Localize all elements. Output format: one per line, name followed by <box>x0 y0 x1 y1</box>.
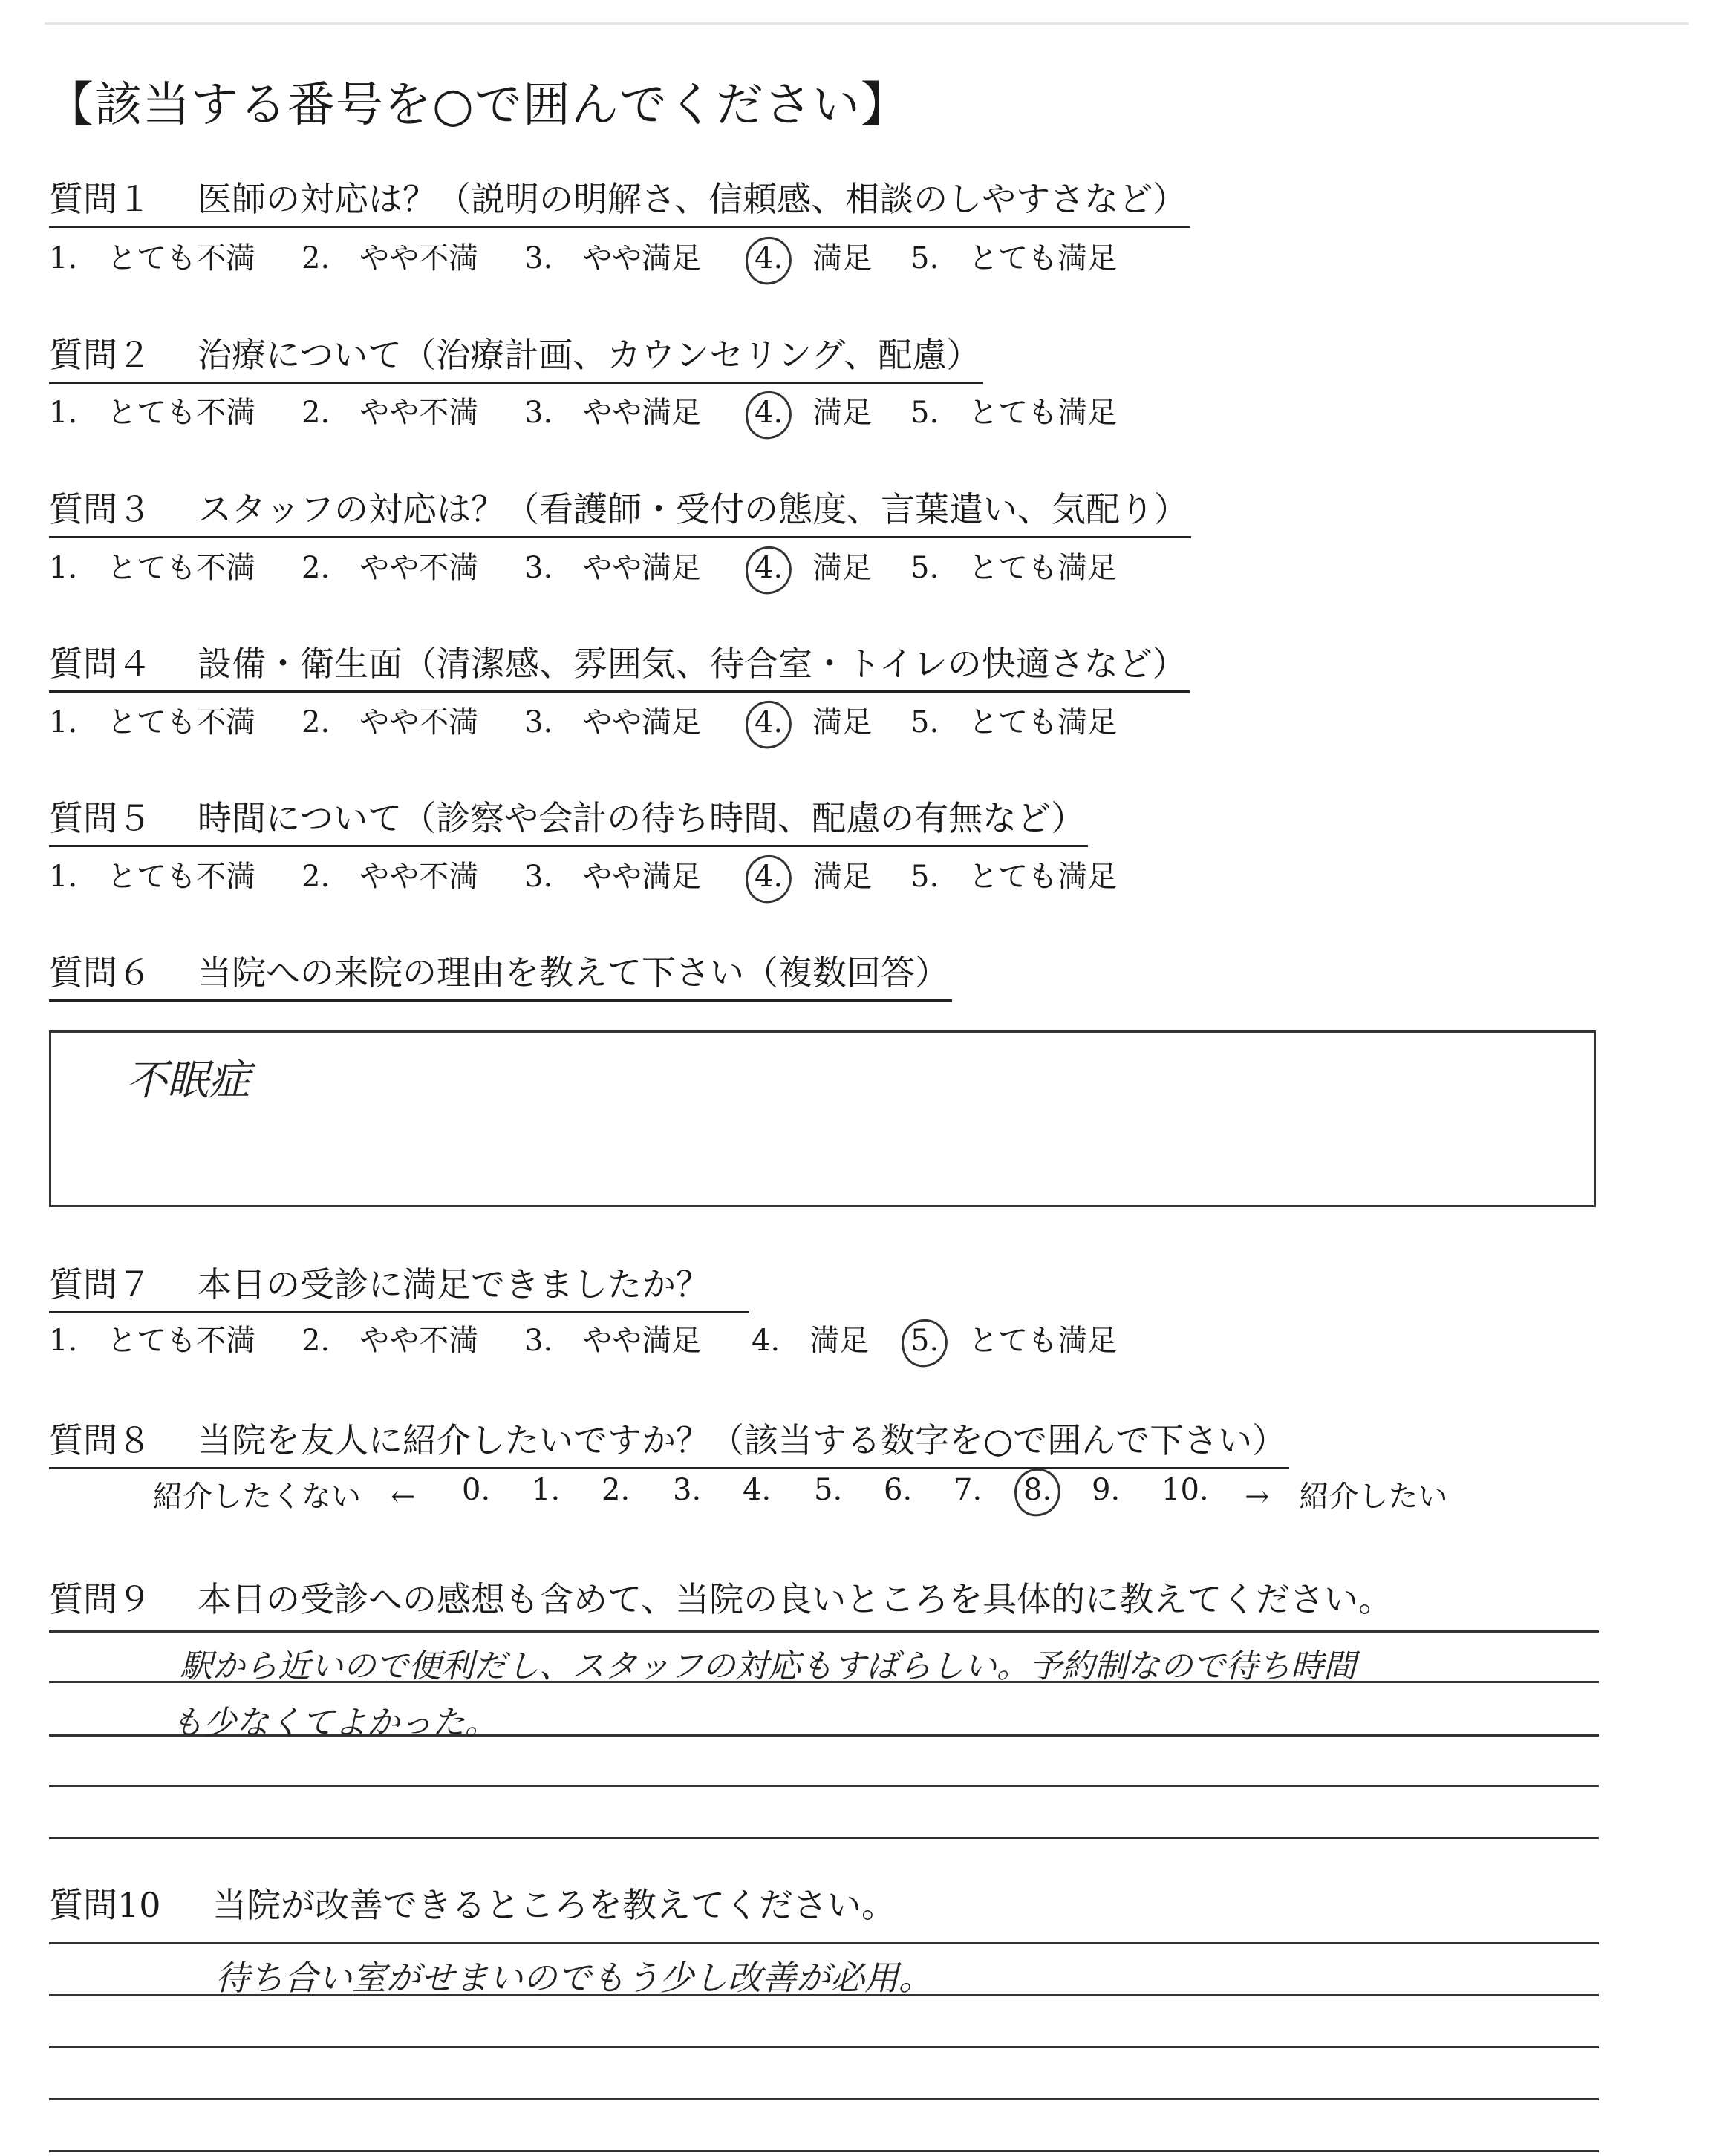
option-5[interactable]: 5. とても満足 <box>910 705 1118 739</box>
option-5[interactable]: 5. とても満足 <box>910 551 1118 585</box>
option-3[interactable]: 3. やや満足 <box>524 396 702 430</box>
answer-line <box>49 1837 1599 1839</box>
question-title: 本日の受診に満足できましたか？ <box>198 1264 710 1304</box>
scale-value[interactable]: 1. <box>532 1473 561 1507</box>
scale-value[interactable]: 3. <box>673 1473 702 1507</box>
scale-value[interactable]: 9. <box>1092 1473 1121 1507</box>
answer-line <box>49 1630 1599 1633</box>
option-3[interactable]: 3. やや満足 <box>524 1324 702 1358</box>
option-1[interactable]: 1. とても不満 <box>49 705 256 739</box>
question-4 <box>49 637 1190 695</box>
scale-value[interactable]: 6. <box>884 1473 913 1507</box>
answer-line <box>49 2150 1599 2152</box>
question-title: 医師の対応は？（説明の明解さ、信頼感、相談のしやすさなど） <box>198 179 1187 219</box>
handwritten-answer-line: も少なくてよかった。 <box>171 1704 498 1742</box>
answer-line <box>49 2046 1599 2048</box>
question-number: 質問７ <box>49 1264 151 1304</box>
option-2[interactable]: 2. やや不満 <box>302 860 479 894</box>
question-title: 時間について（診察や会計の待ち時間、配慮の有無など） <box>198 798 1086 838</box>
scale-value[interactable]: 7. <box>954 1473 982 1507</box>
question-1 <box>49 172 1190 230</box>
option-3[interactable]: 3. やや満足 <box>524 551 702 585</box>
option-2[interactable]: 2. やや不満 <box>302 1324 479 1358</box>
option-3[interactable]: 3. やや満足 <box>524 860 702 894</box>
scale-value[interactable]: 5. <box>814 1473 843 1507</box>
option-4-selected[interactable]: 4. 満足 <box>755 241 873 275</box>
option-4[interactable]: 4. 満足 <box>752 1324 870 1358</box>
question-title: 設備・衛生面（清潔感、雰囲気、待合室・トイレの快適さなど） <box>198 644 1187 684</box>
answer-box-q6[interactable] <box>49 1030 1596 1207</box>
question-title: 当院への来院の理由を教えて下さい（複数回答） <box>198 953 949 993</box>
question-9 <box>49 1572 1395 1630</box>
scale-value-selected[interactable]: 8. <box>1023 1473 1052 1507</box>
option-1[interactable]: 1. とても不満 <box>49 860 256 894</box>
option-1[interactable]: 1. とても不満 <box>49 1324 256 1358</box>
scale-value[interactable]: 2. <box>602 1473 630 1507</box>
question-number: 質問４ <box>49 644 151 684</box>
answer-line <box>49 1785 1599 1787</box>
option-5[interactable]: 5. とても満足 <box>910 241 1118 275</box>
question-number: 質問８ <box>49 1420 151 1460</box>
answer-line <box>49 2098 1599 2100</box>
scale-left-label: 紹介したくない ← <box>153 1480 416 1514</box>
option-3[interactable]: 3. やや満足 <box>524 241 702 275</box>
scale-value[interactable]: 10. <box>1161 1473 1209 1507</box>
question-number: 質問９ <box>49 1579 151 1619</box>
question-title: 本日の受診への感想も含めて、当院の良いところを具体的に教えてください。 <box>198 1579 1393 1619</box>
option-5-selected[interactable]: 5. とても満足 <box>910 1324 1118 1358</box>
option-1[interactable]: 1. とても不満 <box>49 241 256 275</box>
option-4-selected[interactable]: 4. 満足 <box>755 705 873 739</box>
option-5[interactable]: 5. とても満足 <box>910 860 1118 894</box>
option-2[interactable]: 2. やや不満 <box>302 396 479 430</box>
option-1[interactable]: 1. とても不満 <box>49 396 256 430</box>
question-7 <box>49 1258 749 1316</box>
option-5[interactable]: 5. とても満足 <box>910 396 1118 430</box>
option-4-selected[interactable]: 4. 満足 <box>755 396 873 430</box>
question-number: 質問３ <box>49 489 151 529</box>
option-4-selected[interactable]: 4. 満足 <box>755 860 873 894</box>
question-2 <box>49 328 983 386</box>
option-2[interactable]: 2. やや不満 <box>302 705 479 739</box>
question-number: 質問５ <box>49 798 151 838</box>
page-heading: 【該当する番号を○で囲んでください】 <box>46 78 909 133</box>
handwritten-answer: 不眠症 <box>126 1056 250 1105</box>
question-8 <box>49 1414 1289 1471</box>
handwritten-answer-line: 待ち合い室がせまいのでもう少し改善が必用。 <box>215 1958 933 1998</box>
question-number: 質問１ <box>49 179 151 219</box>
option-2[interactable]: 2. やや不満 <box>302 241 479 275</box>
top-rule <box>45 22 1689 24</box>
question-title: 治療について（治療計画、カウンセリング、配慮） <box>198 335 981 375</box>
question-title: 当院を友人に紹介したいですか？（該当する数字を○で囲んで下さい） <box>198 1420 1287 1460</box>
answer-line <box>49 1942 1599 1944</box>
question-3 <box>49 483 1191 540</box>
question-number: 質問10 <box>49 1885 161 1925</box>
handwritten-answer-line: 駅から近いので便利だし、スタッフの対応もすばらしい。予約制なので待ち時間 <box>180 1647 1356 1685</box>
option-1[interactable]: 1. とても不満 <box>49 551 256 585</box>
question-10 <box>49 1878 899 1936</box>
scale-right-label: → 紹介したい <box>1245 1480 1448 1514</box>
recommend-scale <box>49 1473 1564 1518</box>
question-6 <box>49 946 952 1004</box>
question-number: 質問６ <box>49 953 151 993</box>
option-4-selected[interactable]: 4. 満足 <box>755 551 873 585</box>
question-title: 当院が改善できるところを教えてください。 <box>212 1885 896 1925</box>
scale-value[interactable]: 0. <box>462 1473 491 1507</box>
option-3[interactable]: 3. やや満足 <box>524 705 702 739</box>
question-5 <box>49 791 1088 849</box>
scale-value[interactable]: 4. <box>743 1473 772 1507</box>
question-number: 質問２ <box>49 335 151 375</box>
option-2[interactable]: 2. やや不満 <box>302 551 479 585</box>
question-title: スタッフの対応は？（看護師・受付の態度、言葉遣い、気配り） <box>198 489 1188 529</box>
